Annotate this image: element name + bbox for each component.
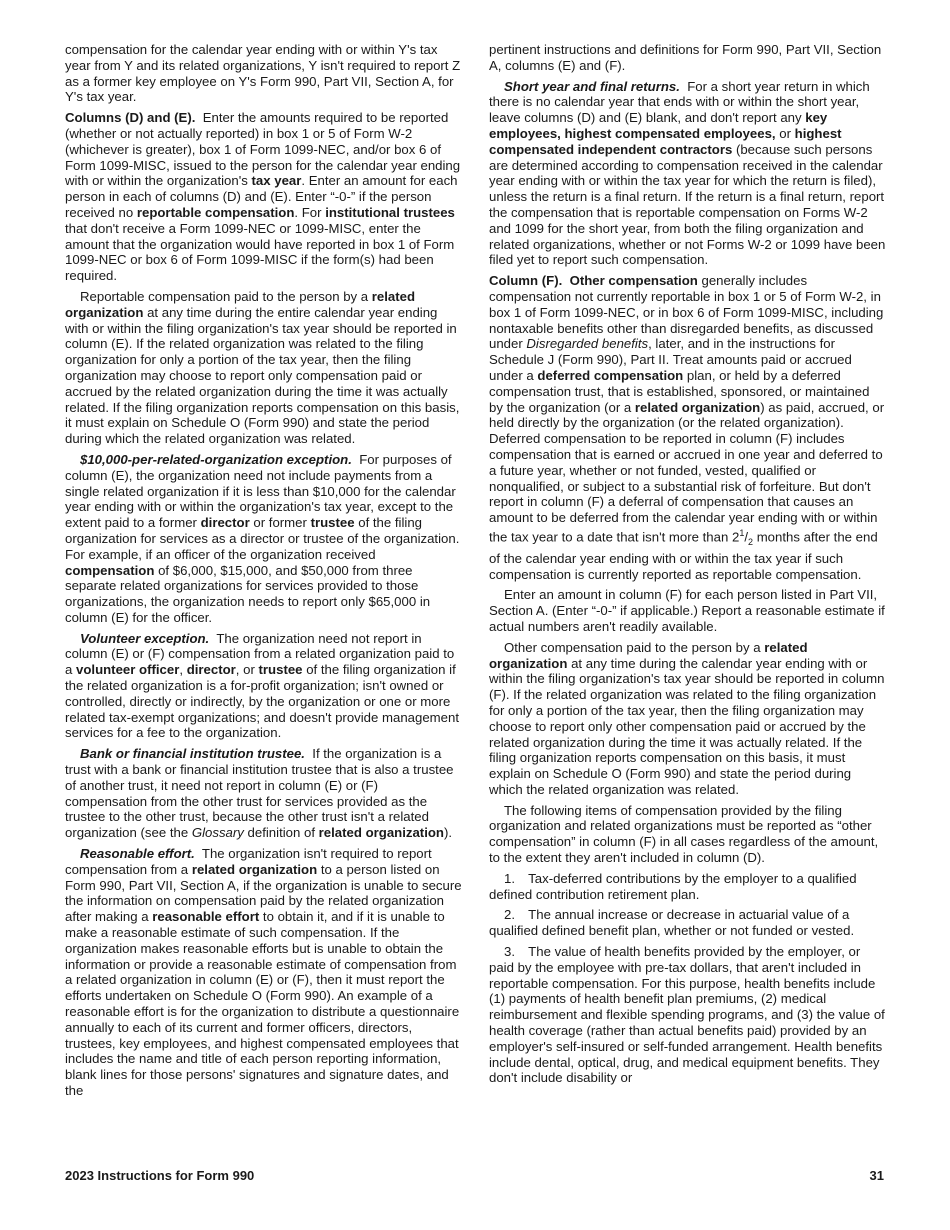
right-column (489, 42, 886, 1091)
list-item: 2. The annual increase or decrease in actuarial value of a qualified defined benefit plan, whether or not funded or vested. (489, 907, 855, 939)
left-column (65, 42, 462, 1104)
subsection-heading: $10,000-per-related-organization exception. (80, 451, 352, 467)
list-item: 1. Tax-deferred contributions by the employer to a qualified defined contribution retirement plan. (489, 870, 857, 902)
paragraph-reasonable-effort: Reasonable effort. The organization isn't required to report compensation from a related organization to a person listed on Form 990, Part VII, Section A, if the organization is unable to secure the information on compensation paid by the related organization after making a reasonable effort to obtain it, and if it is unable to make a reasonable estimate of such compensation. If the organization makes reasonable efforts but is unable to obtain the information or provide a reasonable estimate of compensation from a related organization in column (E) or (F), then it must report the efforts undertaken on Schedule O (Form 990). An example of a reasonable effort is for the organization to distribute a questionnaire annually to each of its current and former officers, directors, trustees, key employees, and highest compensated employees that includes the name and title of each person reporting information, blank lines for those persons' signatures and signature dates, and the (65, 846, 462, 1098)
page-number: 31 (869, 1168, 884, 1183)
list-item: 3. The value of health benefits provided by the employer, or paid by the employee with pre-tax dollars, that aren't included in reportable compensation. For this purpose, health benefits include (1) payments of health benefit plan premiums, (2) medical reimbursement and flexible spending programs, and (3) the value of health coverage (rather than actual benefits paid) provided by an employer's self-insured or self-funded arrangement. Health benefits include dental, optical, drug, and medical equipment benefits. They don't include disability or (489, 944, 885, 1086)
paragraph-volunteer-exception: Volunteer exception. The organization need not report in column (E) or (F) compensation from a related organization paid to a volunteer officer, director, or trustee of the filing organization if the related organization is a for-profit organization; isn't owned or controlled, directly or indirectly, by the organization or one or more related tax-exempt organizations; and doesn't provide management services for a fee to the organization. (65, 630, 459, 741)
fraction-numerator: 1 (739, 527, 745, 538)
footer-title: 2023 Instructions for Form 990 (65, 1168, 255, 1183)
paragraph-short-year: Short year and final returns. For a short year return in which there is no calendar year that ends with or within the short year, leave columns (D) and (E) blank, and don't report any key employees, highest compensated employees, or highest compensated independent contractors (because such persons are determined according to compensation received in the calendar year ending with or within the tax year for which the return is filed), unless the return is a final return. If the return is a final return, report the compensation that is reportable compensation on Forms W-2 and 1099 for the short year, from both the filing organization and related organizations, whether or not Forms W-2 or 1099 have been filed yet to report such compensation. (489, 78, 886, 268)
subsection-heading: Short year and final returns. (504, 78, 680, 94)
section-heading: Column (F). (489, 273, 563, 289)
fraction-denominator: 2 (748, 536, 754, 547)
paragraph: compensation for the calendar year ending with or within Y's tax year from Y and its related organizations, Y isn't required to report Z as a former key employee on Y's Form 990, Part VII, Section A, for Y's tax year. (65, 42, 461, 105)
subsection-heading: Volunteer exception. (80, 630, 210, 646)
subsection-heading: Bank or financial institution trustee. (80, 746, 305, 762)
paragraph: The following items of compensation provided by the filing organization and related organizations must be reported as “other compensation” in column (F) in all cases regardless of the amount, to the extent they aren't included in column (D). (489, 802, 879, 866)
paragraph: pertinent instructions and definitions for Form 990, Part VII, Section A, columns (E) and (F). (489, 42, 882, 73)
paragraph-column-f: Column (F). Other compensation generally includes compensation not currently reportable in box 1 or 5 of Form W-2, in box 1 of Form 1099-NEC, or in box 6 of Form 1099-MISC, including nontaxable benefits other than disregarded benefits, as discussed under Disregarded benefits, later, and in the instructions for Schedule J (Form 990), Part II. Treat amounts paid or accrued under a deferred compensation plan, or held by a deferred compensation trust, that is established, sponsored, or maintained by the organization (or a related organization) as paid, accrued, or held directly by the organization (or the related organization). Deferred compensation to be reported in column (F) includes compensation that is earned or accrued in one year and deferred to a future year, whether or not funded, vested, qualified or nonqualified, or subject to a substantial risk of forfeiture. But don't report in column (F) a deferral of compensation that causes an amount to be deferred from the calendar year ending with or within the tax year to a date that isn't more than $2^1/_2$ months after the end of the calendar year ending with or within the tax year if such compensation is currently reported as reportable compensation. (489, 273, 885, 582)
paragraph: Other compensation paid to the person by a related organization at any time during the calendar year ending with or within the filing organization's tax year should be reported in column (F). If the related organization was related to the filing organization for only a portion of the tax year, then the filing organization may choose to report only other compensation paid or accrued by the related organization during the time it was actually related. If the filing organization reports compensation on this basis, it must explain on Schedule O (Form 990) and state the period during which the related organization was related. (489, 639, 885, 797)
paragraph-columns-d-e: Columns (D) and (E). Enter the amounts required to be reported (whether or not actually reported) in box 1 or 5 of Form W-2 (whichever is greater), box 1 of Form 1099-NEC, and/or box 6 of Form 1099-MISC, issued to the person for the calendar year ending with or within the organization's tax year. Enter an amount for each person in each of columns (D) and (E). Enter “-0-” if the person received no reportable compensation. For institutional trustees that don't receive a Form 1099-NEC or 1099-MISC, enter the amount that the organization would have reported in box 1 of Form 1099-NEC or box 6 of Form 1099-MISC if the form(s) had been required. (65, 110, 461, 284)
paragraph: Enter an amount in column (F) for each person listed in Part VII, Section A. (Enter “-0-” if applicable.) Report a reasonable estimate if actual numbers aren't readily available. (489, 587, 885, 634)
paragraph-10000-exception: $10,000-per-related-organization exception. For purposes of column (E), the organization need not include payments from a single related organization if it is less than $10,000 for the calendar year ending with or within the organization's tax year, except to the extent paid to a former director or former trustee of the filing organization for services as a director or trustee of the organization. For example, if an officer of the organization received compensation of $6,000, $15,000, and $50,000 from three separate related organizations for services provided to those organizations, the organization needs to report only $65,000 in column (E) for the officer. (65, 451, 460, 625)
paragraph: Reportable compensation paid to the person by a related organization at any time during the entire calendar year ending with or within the filing organization's tax year should be reported in column (E). If the related organization was related to the filing organization for only a portion of the tax year, then the filing organization may choose to report only compensation paid or accrued by the related organization during the time it was actually related. If the filing organization reports compensation on this basis, it must explain on Schedule O (Form 990) and state the period during which the related organization was related. (65, 288, 460, 447)
paragraph-bank-trustee: Bank or financial institution trustee. If the organization is a trust with a bank or financial institution trustee that is also a trustee of another trust, it need not report in column (E) or (F) compensation from the other trust for services provided as the trustee to the other trust, because the other trust isn't a related organization (see the Glossary definition of related organization). (65, 746, 454, 841)
subsection-heading: Reasonable effort. (80, 846, 195, 862)
section-heading: Columns (D) and (E). (65, 110, 196, 126)
